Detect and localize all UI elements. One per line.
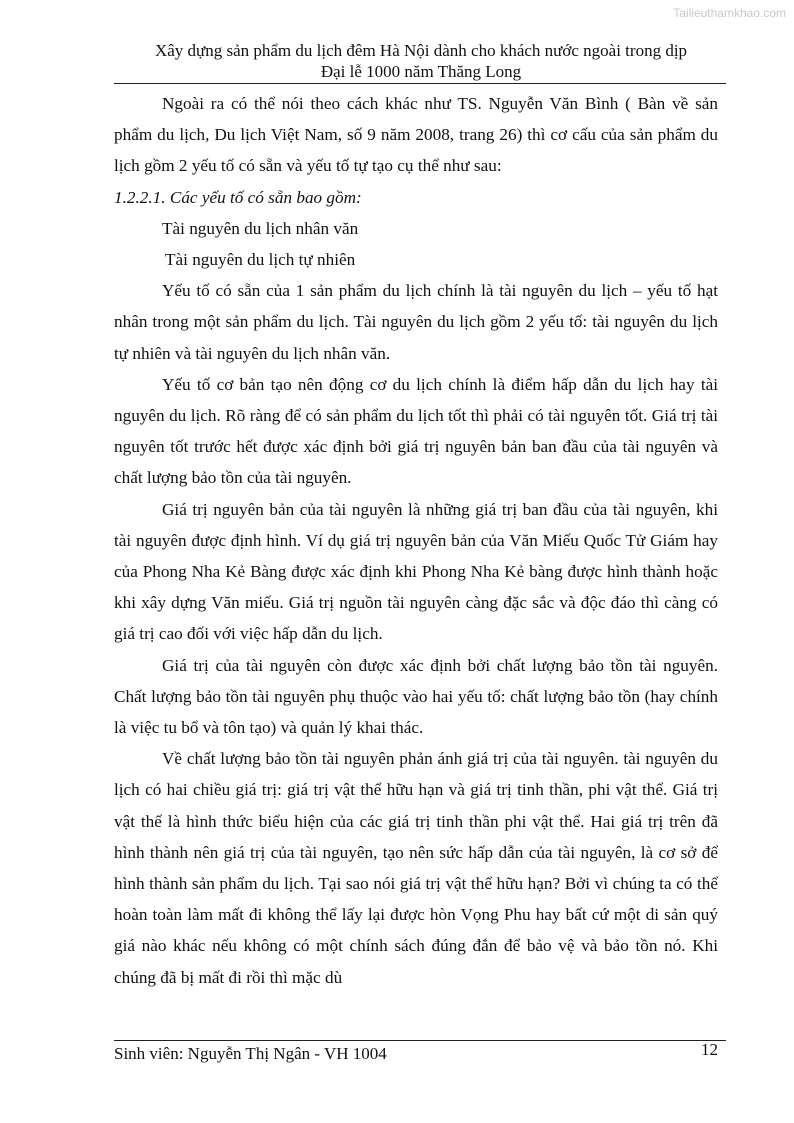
footer-student: Sinh viên: Nguyễn Thị Ngân - VH 1004: [114, 1044, 387, 1063]
header-divider: [114, 83, 726, 84]
paragraph-3: Yếu tố cơ bản tạo nên động cơ du lịch chính là điểm hấp dẫn du lịch hay tài nguyên du lịch. Rõ ràng để có sản phẩm du lịch tốt thì phải có tài nguyên tốt. Giá trị tài nguyên tốt trước hết được xác định bởi giá trị nguyên bản ban đầu của tài nguyên và chất lượng bảo tồn của tài nguyên.: [114, 374, 718, 488]
paragraph-2: Yếu tố có sẵn của 1 sản phẩm du lịch chính là tài nguyên du lịch – yếu tố hạt nhân trong một sản phẩm du lịch. Tài nguyên du lịch gồm 2 yếu tố: tài nguyên du lịch tự nhiên và tài nguyên du lịch nhân văn.: [114, 281, 718, 363]
section-heading: 1.2.2.1. Các yếu tố có sẵn bao gồm:: [114, 187, 362, 207]
paragraph-1: Ngoài ra có thể nói theo cách khác như TS. Nguyễn Văn Bình ( Bàn về sản phẩm du lịch, Du lịch Việt Nam, số 9 năm 2008, trang 26) thì cơ cấu của sản phẩm du lịch gồm 2 yếu tố có sẵn và yếu tố tự tạo cụ thể như sau:: [114, 94, 718, 176]
document-body: [114, 88, 718, 993]
paragraph-6: Về chất lượng bảo tồn tài nguyên phản ánh giá trị của tài nguyên. tài nguyên du lịch có hai chiều giá trị: giá trị vật thể hữu hạn và giá trị tinh thần, phi vật thể. Giá trị vật thể là hình thức biểu hiện của các giá trị tinh thần phi vật thể. Hai giá trị trên đã hình thành nên giá trị của tài nguyên, tạo nên sức hấp dẫn của tài nguyên, là cơ sở để hình thành sản phẩm du lịch. Tại sao nói giá trị vật thể hữu hạn? Bởi vì chúng ta có thể hoàn toàn làm mất đi không thể lấy lại được hòn Vọng Phu hay bất cứ một di sản quý giá nào khác nếu không có một chính sách đúng đắn để bảo vệ và bảo tồn nó. Khi chúng đã bị mất đi rồi thì mặc dù: [114, 749, 718, 987]
header-line-2: Đại lễ 1000 năm Thăng Long: [320, 62, 522, 81]
page-number: 12: [701, 1040, 718, 1059]
list-item-1: Tài nguyên du lịch nhân văn: [162, 218, 359, 238]
paragraph-4: Giá trị nguyên bản của tài nguyên là những giá trị ban đầu của tài nguyên, khi tài nguyên được định hình. Ví dụ giá trị nguyên bản của Văn Miếu Quốc Tử Giám hay của Phong Nha Kẻ Bàng được xác định khi Phong Nha Kẻ bàng được hình thành hoặc khi xây dựng Văn miếu. Giá trị nguồn tài nguyên càng đặc sắc và độc đáo thì càng có giá trị cao đối với việc hấp dẫn du lịch.: [114, 499, 718, 644]
watermark: Tailieuthamkhao.com: [673, 6, 786, 20]
page-header: [114, 40, 728, 82]
header-line-1: Xây dựng sản phẩm du lịch đêm Hà Nội dành cho khách nước ngoài trong dịp: [154, 41, 688, 60]
footer-divider: [114, 1040, 726, 1041]
list-item-2: Tài nguyên du lịch tự nhiên: [165, 250, 356, 270]
paragraph-5: Giá trị của tài nguyên còn được xác định bởi chất lượng bảo tồn tài nguyên. Chất lượng bảo tồn tài nguyên phụ thuộc vào hai yếu tố: chất lượng bảo tồn (hay chính là việc tu bổ và tôn tạo) và quản lý khai thác.: [114, 655, 718, 738]
